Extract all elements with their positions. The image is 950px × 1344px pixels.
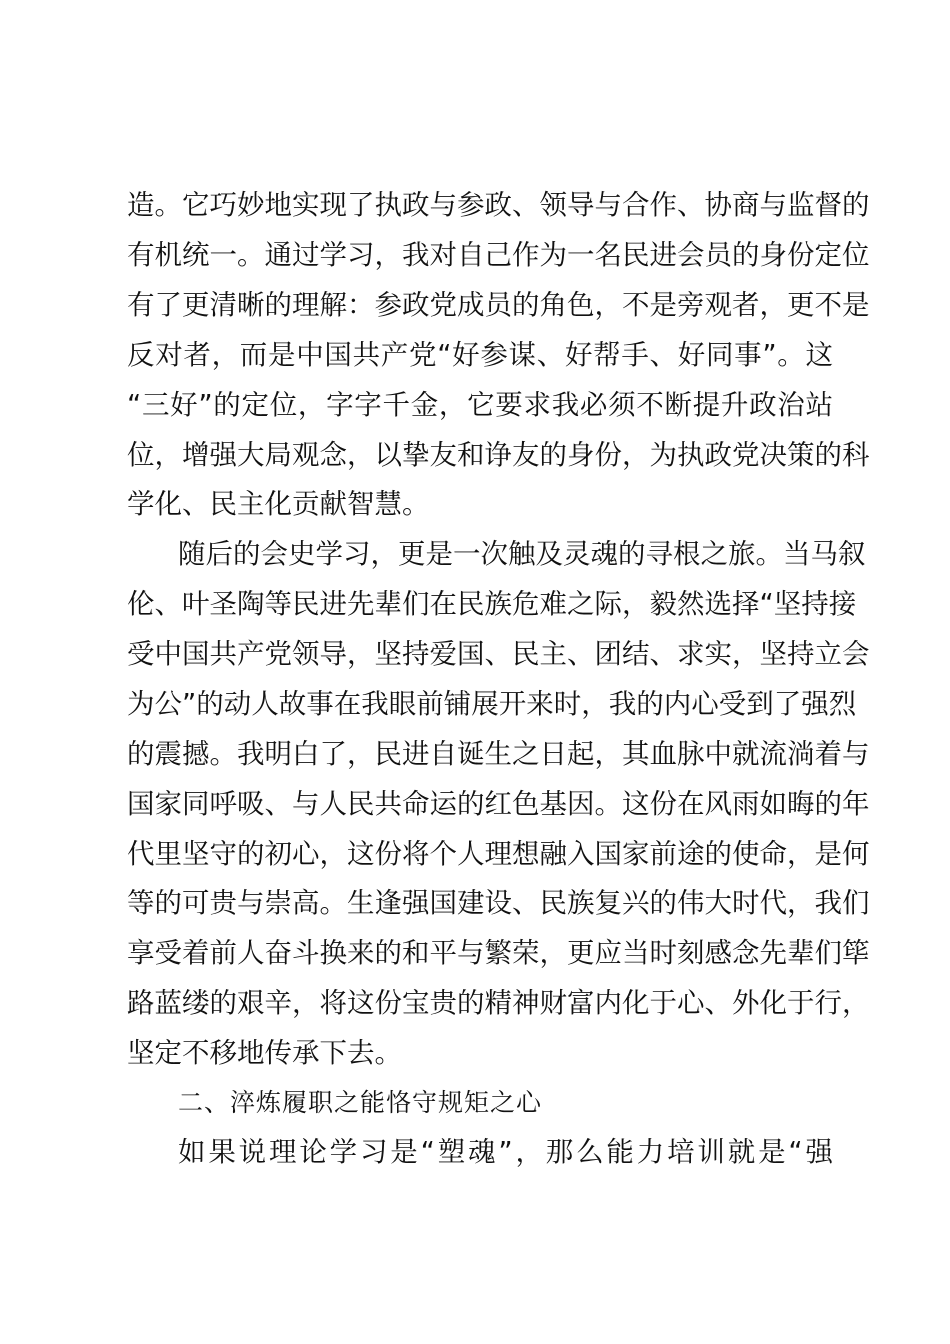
body-line: 位，增强大局观念，以挚友和诤友的身份，为执政党决策的科 xyxy=(127,439,870,471)
body-line: “三好”的定位，字字千金，它要求我必须不断提升政治站 xyxy=(127,389,833,421)
body-line: 的震撼。我明白了，民进自诞生之日起，其血脉中就流淌着与 xyxy=(127,738,870,770)
section-heading: 二、淬炼履职之能恪守规矩之心 xyxy=(178,1088,543,1117)
body-line: 路蓝缕的艰辛，将这份宝贵的精神财富内化于心、外化于行， xyxy=(127,987,870,1019)
body-line: 伦、叶圣陶等民进先辈们在民族危难之际，毅然选择“坚持接 xyxy=(127,588,857,620)
body-line: 有机统一。通过学习，我对自己作为一名民进会员的身份定位 xyxy=(127,239,870,271)
body-line-paragraph-end: 学化、民主化贡献智慧。 xyxy=(127,488,430,520)
body-line: 享受着前人奋斗换来的和平与繁荣，更应当时刻感念先辈们筚 xyxy=(127,937,870,969)
body-line-paragraph-end: 坚定不移地传承下去。 xyxy=(127,1037,402,1069)
body-line: 有了更清晰的理解：参政党成员的角色，不是旁观者，更不是 xyxy=(127,289,870,321)
body-line: 国家同呼吸、与人民共命运的红色基因。这份在风雨如晦的年 xyxy=(127,788,870,820)
body-line: 反对者，而是中国共产党“好参谋、好帮手、好同事”。这 xyxy=(127,339,833,371)
body-line: 造。它巧妙地实现了执政与参政、领导与合作、协商与监督的 xyxy=(127,189,870,221)
body-line: 代里坚守的初心，这份将个人理想融入国家前途的使命，是何 xyxy=(127,838,870,870)
body-line: 为公”的动人故事在我眼前铺展开来时，我的内心受到了强烈 xyxy=(127,688,857,720)
paragraph-first-line: 随后的会史学习，更是一次触及灵魂的寻根之旅。当马叙 xyxy=(178,538,866,570)
body-line: 受中国共产党领导，坚持爱国、民主、团结、求实，坚持立会 xyxy=(127,638,870,670)
paragraph-first-line: 如果说理论学习是“塑魂”，那么能力培训就是“强 xyxy=(178,1136,833,1168)
body-line: 等的可贵与崇高。生逢强国建设、民族复兴的伟大时代，我们 xyxy=(127,887,870,919)
